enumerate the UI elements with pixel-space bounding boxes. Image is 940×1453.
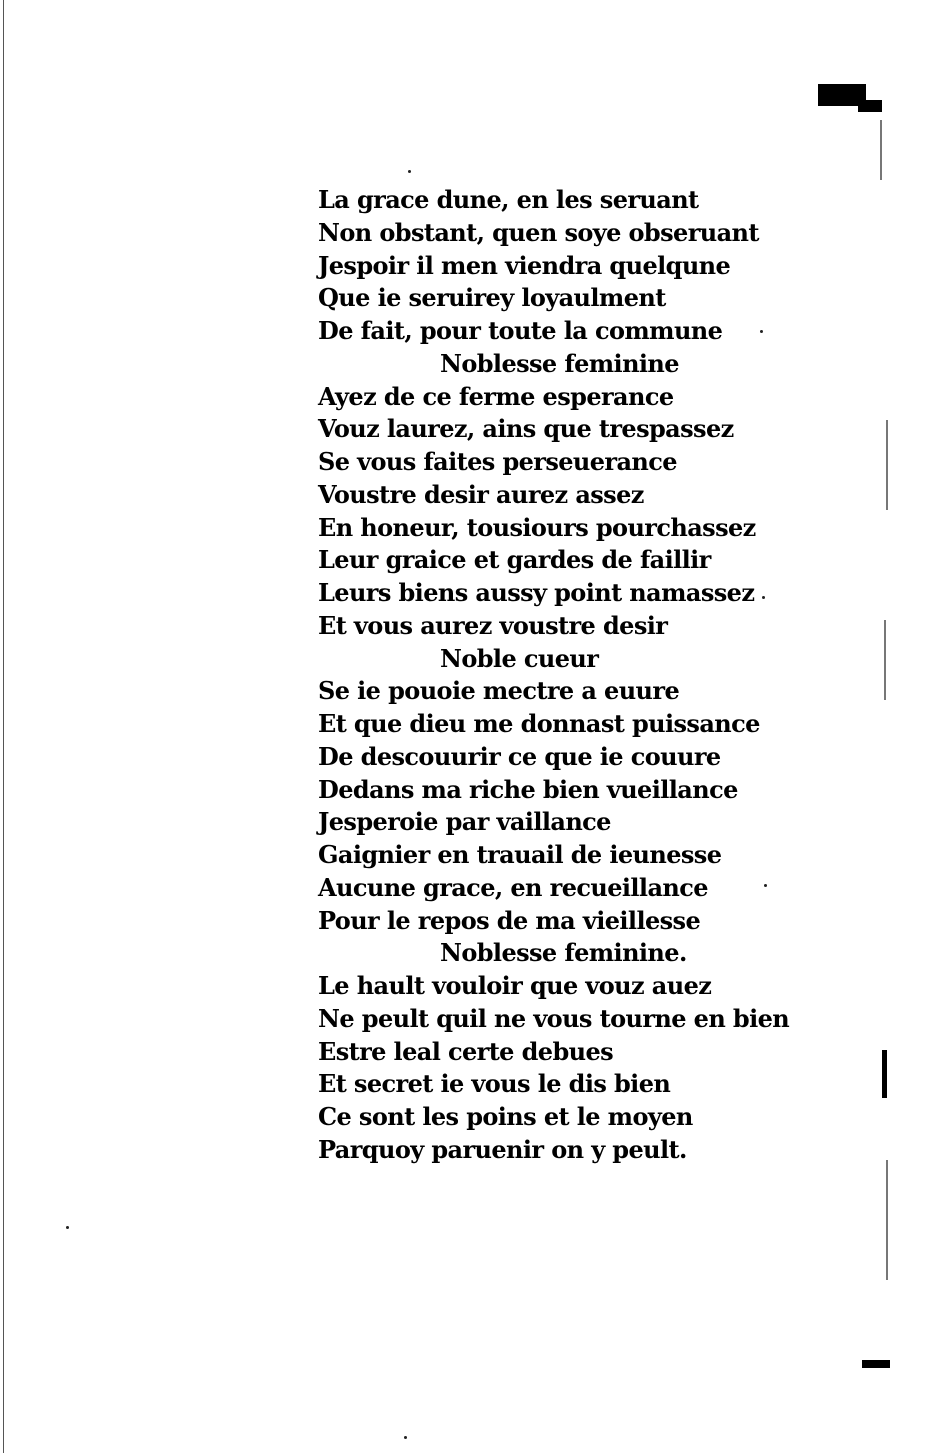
section-heading: Noblesse feminine. (440, 938, 687, 968)
verse-line: Dedans ma riche bien vueillance (318, 774, 738, 804)
speck (408, 170, 411, 173)
gutter-noise-2 (886, 420, 888, 510)
margin-mark-top-tail (858, 100, 882, 112)
verse-line: Voustre desir aurez assez (318, 479, 644, 509)
verse-line: Et que dieu me donnast puissance (318, 709, 760, 738)
section-heading: Noblesse feminine (440, 348, 679, 378)
verse-line: Se vous faites perseuerance (318, 447, 677, 476)
verse-line: Non obstant, quen soye obseruant (318, 217, 759, 247)
page-border-left (3, 0, 4, 1453)
verse-line: Le hault vouloir que vouz auez (318, 971, 712, 1000)
verse-line: Que ie seruirey loyaulment (318, 283, 666, 313)
gutter-noise-4 (886, 1160, 888, 1280)
verse-line: Pour le repos de ma vieillesse (318, 905, 701, 935)
gutter-noise-1 (880, 120, 882, 180)
speck (764, 884, 767, 887)
verse-line: Jespoir il men viendra quelqune (318, 250, 731, 280)
margin-mark-middle (882, 1050, 887, 1098)
verse-line: Jesperoie par vaillance (318, 807, 611, 837)
verse-line: La grace dune, en les seruant (318, 185, 699, 214)
verse-line: Aucune grace, en recueillance (318, 872, 708, 902)
section-heading: Noble cueur (440, 643, 599, 673)
verse-line: Vouz laurez, ains que trespassez (318, 414, 734, 444)
verse-line: De descouurir ce que ie couure (318, 741, 721, 771)
verse-line: Se ie pouoie mectre a euure (318, 676, 680, 706)
verse-line: Et vous aurez voustre desir (318, 610, 668, 640)
verse-block (318, 184, 790, 1167)
verse-line: Et secret ie vous le dis bien (318, 1069, 671, 1099)
gutter-noise-3 (884, 620, 886, 700)
speck (760, 330, 763, 333)
verse-line: En honeur, tousiours pourchassez (318, 512, 756, 542)
verse-line: Ce sont les poins et le moyen (318, 1102, 693, 1131)
speck (66, 1226, 69, 1229)
verse-line: Leurs biens aussy point namassez (318, 578, 755, 607)
verse-line: Parquoy paruenir on y peult. (318, 1134, 687, 1164)
verse-line: Estre leal certe debues (318, 1036, 614, 1066)
verse-line: Leur graice et gardes de faillir (318, 545, 711, 575)
speck (762, 596, 765, 599)
verse-line: Ayez de ce ferme esperance (318, 381, 674, 411)
speck (404, 1436, 407, 1439)
margin-mark-bottom (862, 1360, 890, 1368)
verse-line: De fait, pour toute la commune (318, 316, 723, 345)
verse-line: Ne peult quil ne vous tourne en bien (318, 1003, 790, 1033)
verse-line: Gaignier en trauail de ieunesse (318, 840, 722, 869)
